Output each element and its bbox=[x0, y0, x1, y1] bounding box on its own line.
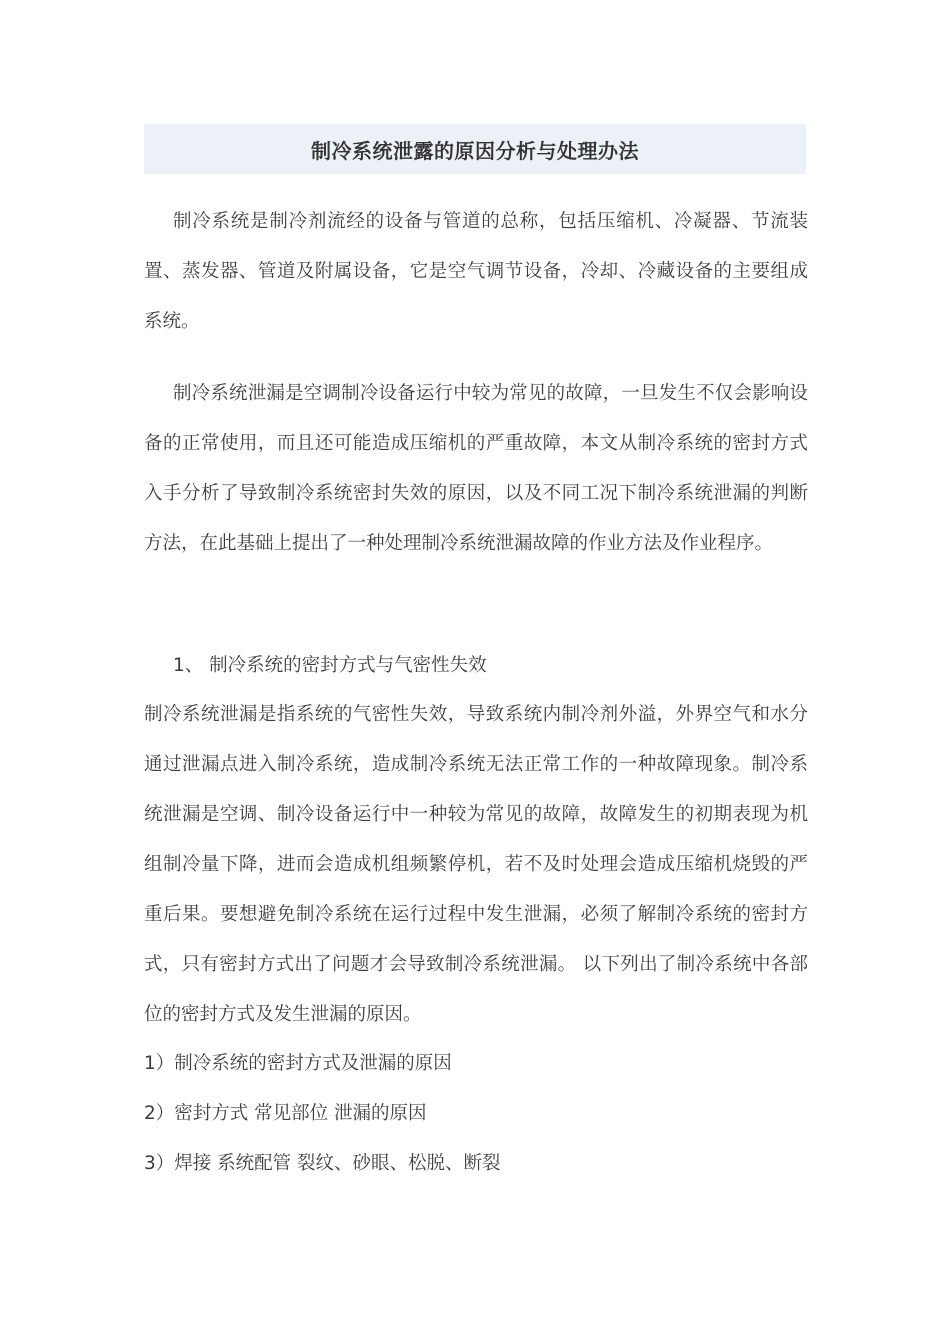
overview-paragraph: 制冷系统泄漏是空调制冷设备运行中较为常见的故障，一旦发生不仅会影响设备的正常使用，而且还可能造成压缩机的严重故障，本文从制冷系统的密封方式入手分析了导致制冷系统密封失效的原因，以及不同工况下制冷系统泄漏的判断方法，在此基础上提出了一种处理制冷系统泄漏故障的作业方法及作业程序。 bbox=[144, 383, 808, 554]
list-item: 1）制冷系统的密封方式及泄漏的原因 bbox=[144, 1053, 452, 1074]
list-item: 3）焊接 系统配管 裂纹、砂眼、松脱、断裂 bbox=[144, 1153, 501, 1174]
title-banner bbox=[144, 124, 806, 174]
list-item: 2）密封方式 常见部位 泄漏的原因 bbox=[144, 1103, 427, 1124]
section-body-paragraph: 制冷系统泄漏是指系统的气密性失效，导致系统内制冷剂外溢，外界空气和水分通过泄漏点进入制冷系统，造成制冷系统无法正常工作的一种故障现象。制冷系统泄漏是空调、制冷设备运行中一种较为常见的故障，故障发生的初期表现为机组制冷量下降，进而会造成机组频繁停机，若不及时处理会造成压缩机烧毁的严重后果。要想避免制冷系统在运行过程中发生泄漏，必须了解制冷系统的密封方式，只有密封方式出了问题才会导致制冷系统泄漏。 以下列出了制冷系统中各部位的密封方式及发生泄漏的原因。 bbox=[144, 704, 808, 1025]
intro-paragraph: 制冷系统是制冷剂流经的设备与管道的总称，包括压缩机、冷凝器、节流装置、蒸发器、管道及附属设备，它是空气调节设备，冷却、冷藏设备的主要组成系统。 bbox=[144, 211, 808, 332]
section-heading: 1、 制冷系统的密封方式与气密性失效 bbox=[173, 655, 487, 676]
document-title: 制冷系统泄露的原因分析与处理办法 bbox=[311, 138, 639, 163]
